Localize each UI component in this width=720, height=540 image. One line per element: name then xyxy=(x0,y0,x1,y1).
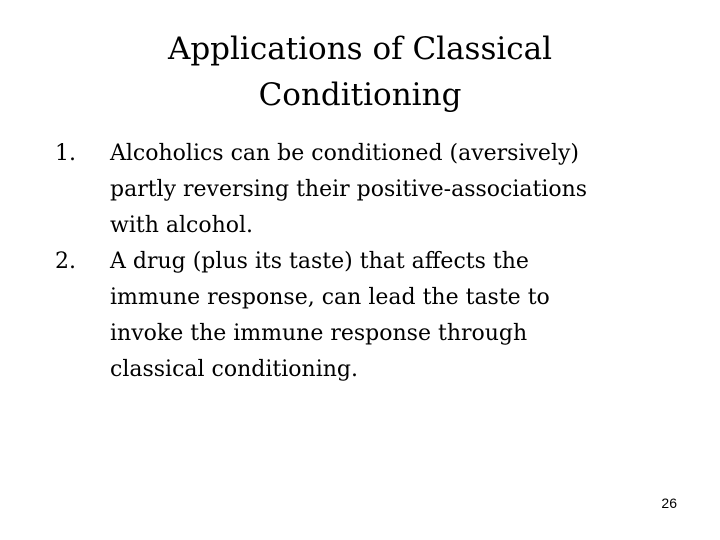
page-number: 26 xyxy=(661,495,677,511)
list-item-line: immune response, can lead the taste to xyxy=(110,285,550,310)
slide-title xyxy=(60,26,660,118)
list-item xyxy=(55,136,685,244)
list-item-line: partly reversing their positive-associations xyxy=(110,177,588,202)
numbered-list xyxy=(55,136,685,388)
title-line: Conditioning xyxy=(258,77,462,113)
list-item xyxy=(55,244,685,388)
list-item-number: 1. xyxy=(55,141,76,166)
list-item-line: A drug (plus its taste) that affects the xyxy=(110,249,529,274)
title-line: Applications of Classical xyxy=(167,31,553,67)
list-item-line: invoke the immune response through xyxy=(110,321,528,346)
list-item-line: with alcohol. xyxy=(110,213,254,238)
list-item-number: 2. xyxy=(55,249,76,274)
list-item-line: Alcoholics can be conditioned (aversively) xyxy=(110,141,580,166)
list-item-line: classical conditioning. xyxy=(110,357,358,382)
